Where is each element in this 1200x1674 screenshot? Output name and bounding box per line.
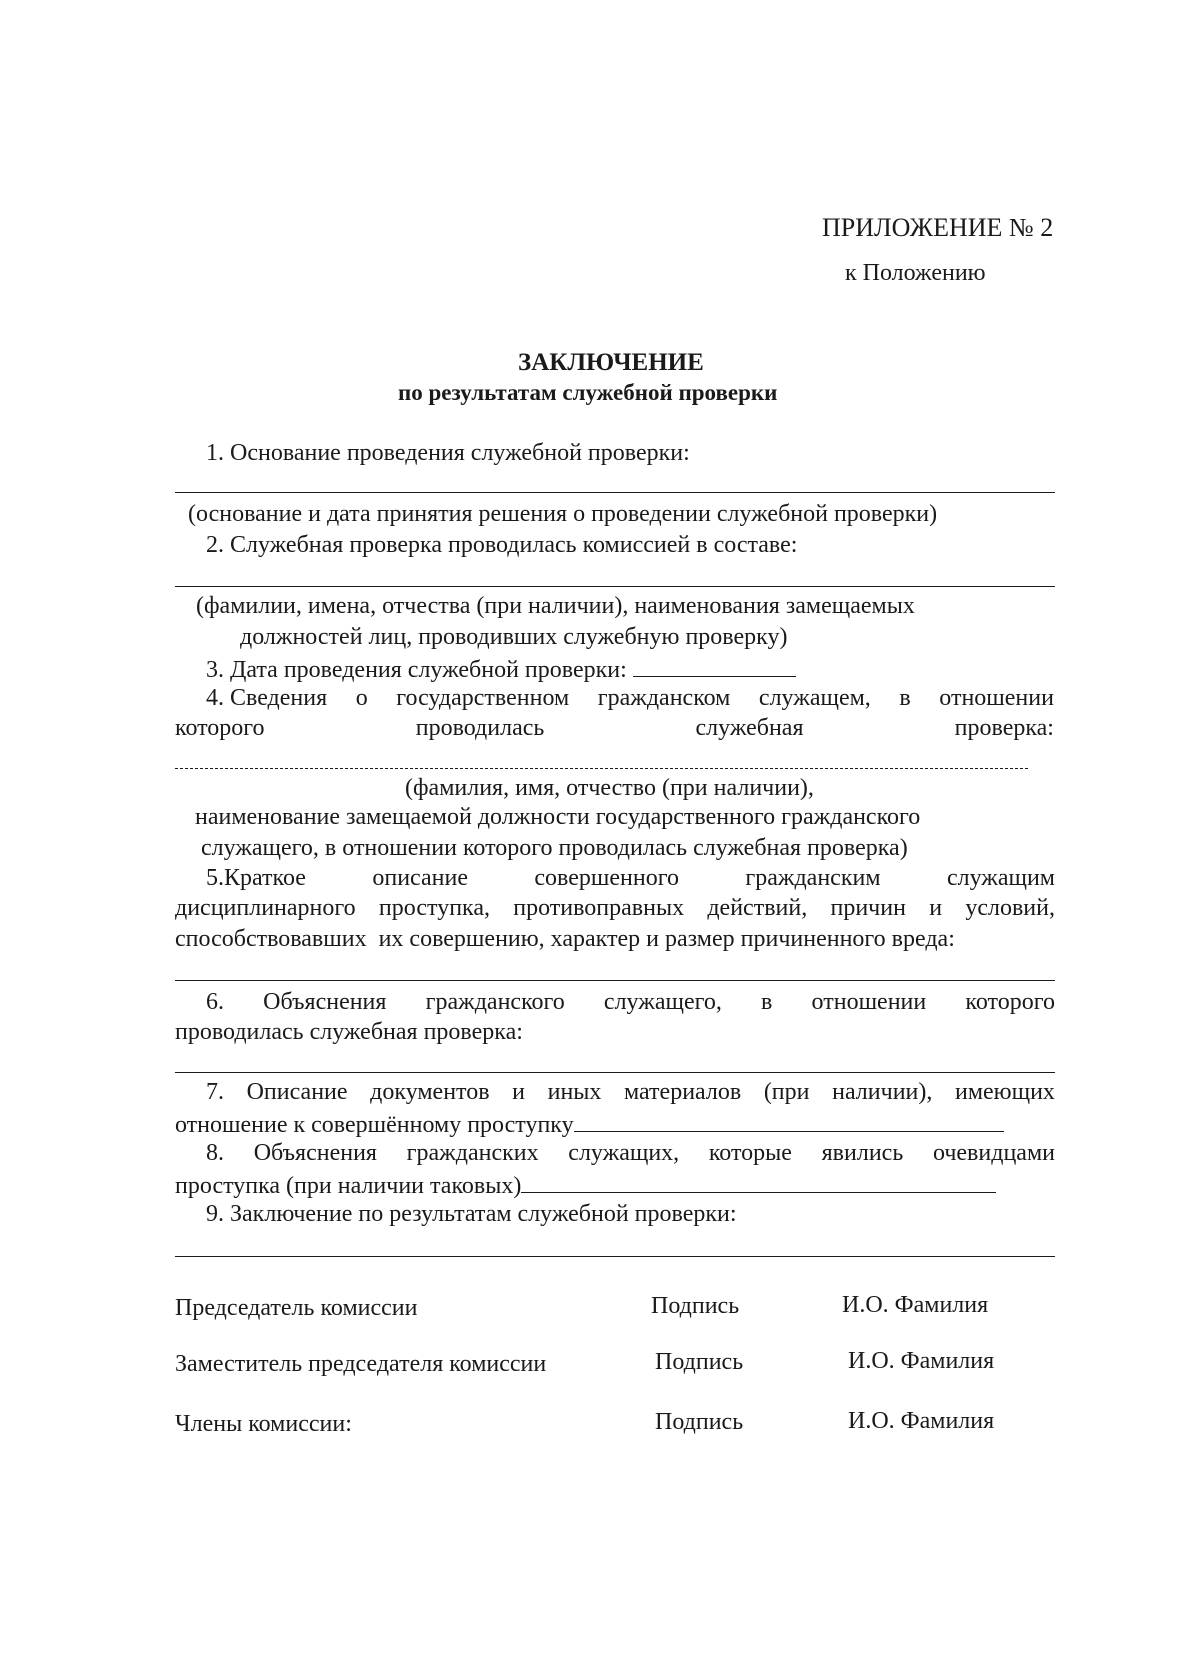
i5l1-word: совершенного (534, 865, 679, 891)
i8l1-word: Объяснения (253, 1140, 377, 1166)
i4l1-word: государственном (396, 685, 570, 711)
signature-role-chair: Председатель комиссии (175, 1295, 418, 1321)
item-7-line-1 (206, 1080, 1055, 1104)
i6l1-word: которого (965, 989, 1055, 1015)
i7l1-word: иных (547, 1079, 602, 1105)
i4l1-word: о (355, 685, 368, 711)
regulation-reference: к Положению (845, 260, 986, 286)
item-4-hint-3: служащего, в отношении которого проводилась служебная проверка) (201, 835, 908, 861)
i8l1-word: служащих, (568, 1140, 680, 1166)
i5l2-word: действий, (707, 895, 808, 921)
item-8-line-2 (175, 1172, 996, 1198)
item-4-hint-1: (фамилия, имя, отчество (при наличии), (405, 775, 814, 801)
item-2-hint-1: (фамилии, имена, отчества (при наличии), наименования замещаемых (196, 593, 915, 619)
item-7-line-2 (175, 1111, 1004, 1137)
i5l2-word: условий, (965, 895, 1055, 921)
i4l2-word: проверка: (954, 715, 1054, 741)
signature-name-chair: И.О. Фамилия (842, 1292, 989, 1318)
item-4-line-1 (206, 686, 1054, 710)
item-8-line-1 (206, 1141, 1055, 1165)
i4l2-word: которого (175, 715, 265, 741)
signature-name-members: И.О. Фамилия (848, 1408, 995, 1434)
item-4-hint-2: наименование замещаемой должности государственного гражданского (195, 804, 921, 830)
fill-line-4 (175, 768, 1028, 769)
i5l1-word: служащим (946, 865, 1055, 891)
i4l2-word: служебная (695, 715, 804, 741)
i7l1-word: документов (370, 1079, 490, 1105)
i6l1-word: в (761, 989, 773, 1015)
i7l1-word: и (512, 1079, 525, 1105)
item-9-text: 9. Заключение по результатам служебной проверки: (206, 1201, 737, 1227)
item-3-text (206, 656, 796, 682)
i7l1-word: (при (763, 1079, 810, 1105)
fill-line-5 (175, 980, 1055, 981)
item-6-line-1 (206, 990, 1055, 1014)
i6l1-word: служащего, (603, 989, 722, 1015)
signature-name-deputy: И.О. Фамилия (848, 1348, 995, 1374)
fill-line-7 (574, 1111, 1004, 1132)
appendix-label: ПРИЛОЖЕНИЕ № 2 (822, 213, 1054, 242)
i8l1-word: 8. (206, 1140, 224, 1166)
document-title: ЗАКЛЮЧЕНИЕ (518, 349, 704, 376)
i4l1-word: отношении (939, 685, 1054, 711)
i4l1-word: гражданском (597, 685, 731, 711)
item-2-text: 2. Служебная проверка проводилась комиссией в составе: (206, 532, 798, 558)
i5l2-word: дисциплинарного (175, 895, 356, 921)
item-3-label: 3. Дата проведения служебной проверки: (206, 657, 627, 683)
signature-role-deputy: Заместитель председателя комиссии (175, 1351, 547, 1377)
item-1-hint: (основание и дата принятия решения о проведении служебной проверки) (188, 501, 938, 527)
i5l1-word: 5.Краткое (206, 865, 306, 891)
i7l1-word: имеющих (954, 1079, 1055, 1105)
item-5-line-1 (206, 866, 1055, 890)
i5l2-word: и (929, 895, 943, 921)
i7l1-word: 7. (206, 1079, 224, 1105)
item-5-line-3: способствовавших их совершению, характер и размер причиненного вреда: (175, 926, 955, 952)
i8l1-word: гражданских (406, 1140, 539, 1166)
fill-line-8 (521, 1172, 996, 1193)
fill-line-9 (175, 1256, 1055, 1257)
fill-line-1 (175, 492, 1055, 493)
i4l1-word: в (899, 685, 911, 711)
i5l2-word: проступка, (378, 895, 490, 921)
i8l1-word: явились (821, 1140, 904, 1166)
item-5-line-2 (175, 896, 1055, 920)
i6l1-word: гражданского (425, 989, 565, 1015)
i4l2-word: проводилась (415, 715, 545, 741)
i5l2-word: причин (830, 895, 906, 921)
signature-sign-chair: Подпись (651, 1293, 740, 1319)
item-8-line-2-text: проступка (при наличии таковых) (175, 1173, 522, 1199)
signature-sign-deputy: Подпись (655, 1349, 744, 1375)
i4l1-word: служащем, (758, 685, 871, 711)
i6l1-word: 6. (206, 989, 224, 1015)
date-fill-line (633, 656, 796, 677)
fill-line-6 (175, 1072, 1055, 1073)
i6l1-word: Объяснения (263, 989, 387, 1015)
i5l1-word: описание (372, 865, 468, 891)
i5l1-word: гражданским (745, 865, 881, 891)
item-1-text: 1. Основание проведения служебной проверки: (206, 440, 690, 466)
item-2-hint-2: должностей лиц, проводивших служебную проверку) (240, 624, 788, 650)
i4l1-word: 4. Сведения (206, 685, 328, 711)
i7l1-word: Описание (246, 1079, 348, 1105)
signature-role-members: Члены комиссии: (175, 1411, 352, 1437)
i6l1-word: отношении (811, 989, 927, 1015)
document-subtitle: по результатам служебной проверки (398, 380, 778, 405)
item-6-line-2: проводилась служебная проверка: (175, 1019, 523, 1045)
item-4-line-2 (175, 716, 1054, 740)
i7l1-word: материалов (624, 1079, 742, 1105)
fill-line-2 (175, 586, 1055, 587)
i5l2-word: противоправных (513, 895, 685, 921)
item-7-line-2-text: отношение к совершённому проступку (175, 1112, 574, 1138)
i8l1-word: очевидцами (932, 1140, 1055, 1166)
signature-sign-members: Подпись (655, 1409, 744, 1435)
i8l1-word: которые (708, 1140, 792, 1166)
i7l1-word: наличии), (832, 1079, 933, 1105)
